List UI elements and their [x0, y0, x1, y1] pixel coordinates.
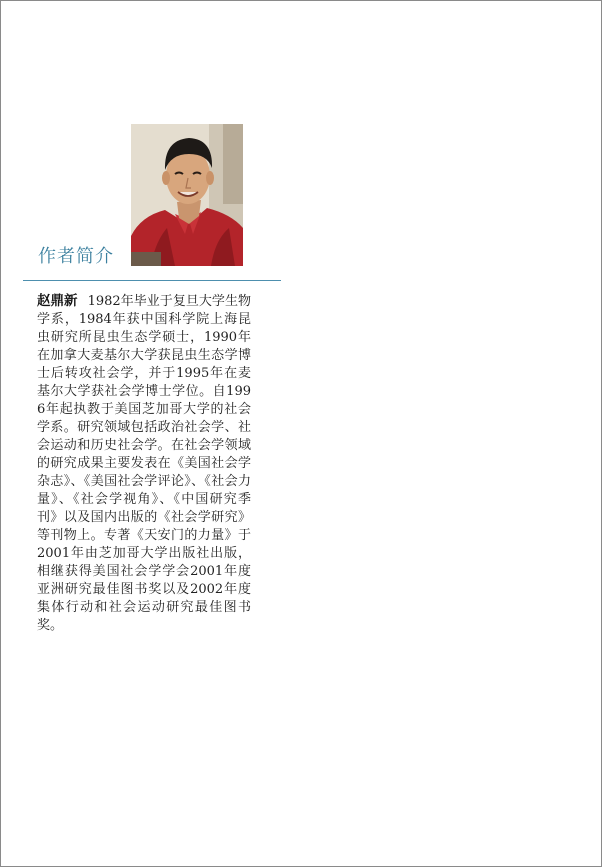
author-photo	[131, 124, 243, 266]
author-name: 赵鼎新	[37, 293, 78, 309]
section-title: 作者简介	[38, 246, 114, 267]
author-photo-image	[131, 124, 243, 266]
author-bio-text: 1982年毕业于复旦大学生物学系，1984年获中国科学院上海昆虫研究所昆虫生态学硕士，1990年在加拿大麦基尔大学获昆虫生态学博士后转攻社会学，并于1995年在麦基尔大学获社会学博士学位。自1996年起执教于美国芝加哥大学的社会学系。研究领域包括政治社会学、社会运动和历史社会学。在社会学领域的研究成果主要发表在《美国社会学杂志》、《美国社会学评论》、《社会力量》、《社会学视角》、《中国研究季刊》以及国内出版的《社会学研究》等刊物上。专著《天安门的力量》于2001年由芝加哥大学出版社出版，相继获得美国社会学学会2001年度亚洲研究最佳图书奖以及2002年度集体行动和社会运动研究最佳图书奖。	[37, 294, 251, 633]
section-divider	[23, 280, 281, 281]
author-bio	[37, 292, 251, 635]
